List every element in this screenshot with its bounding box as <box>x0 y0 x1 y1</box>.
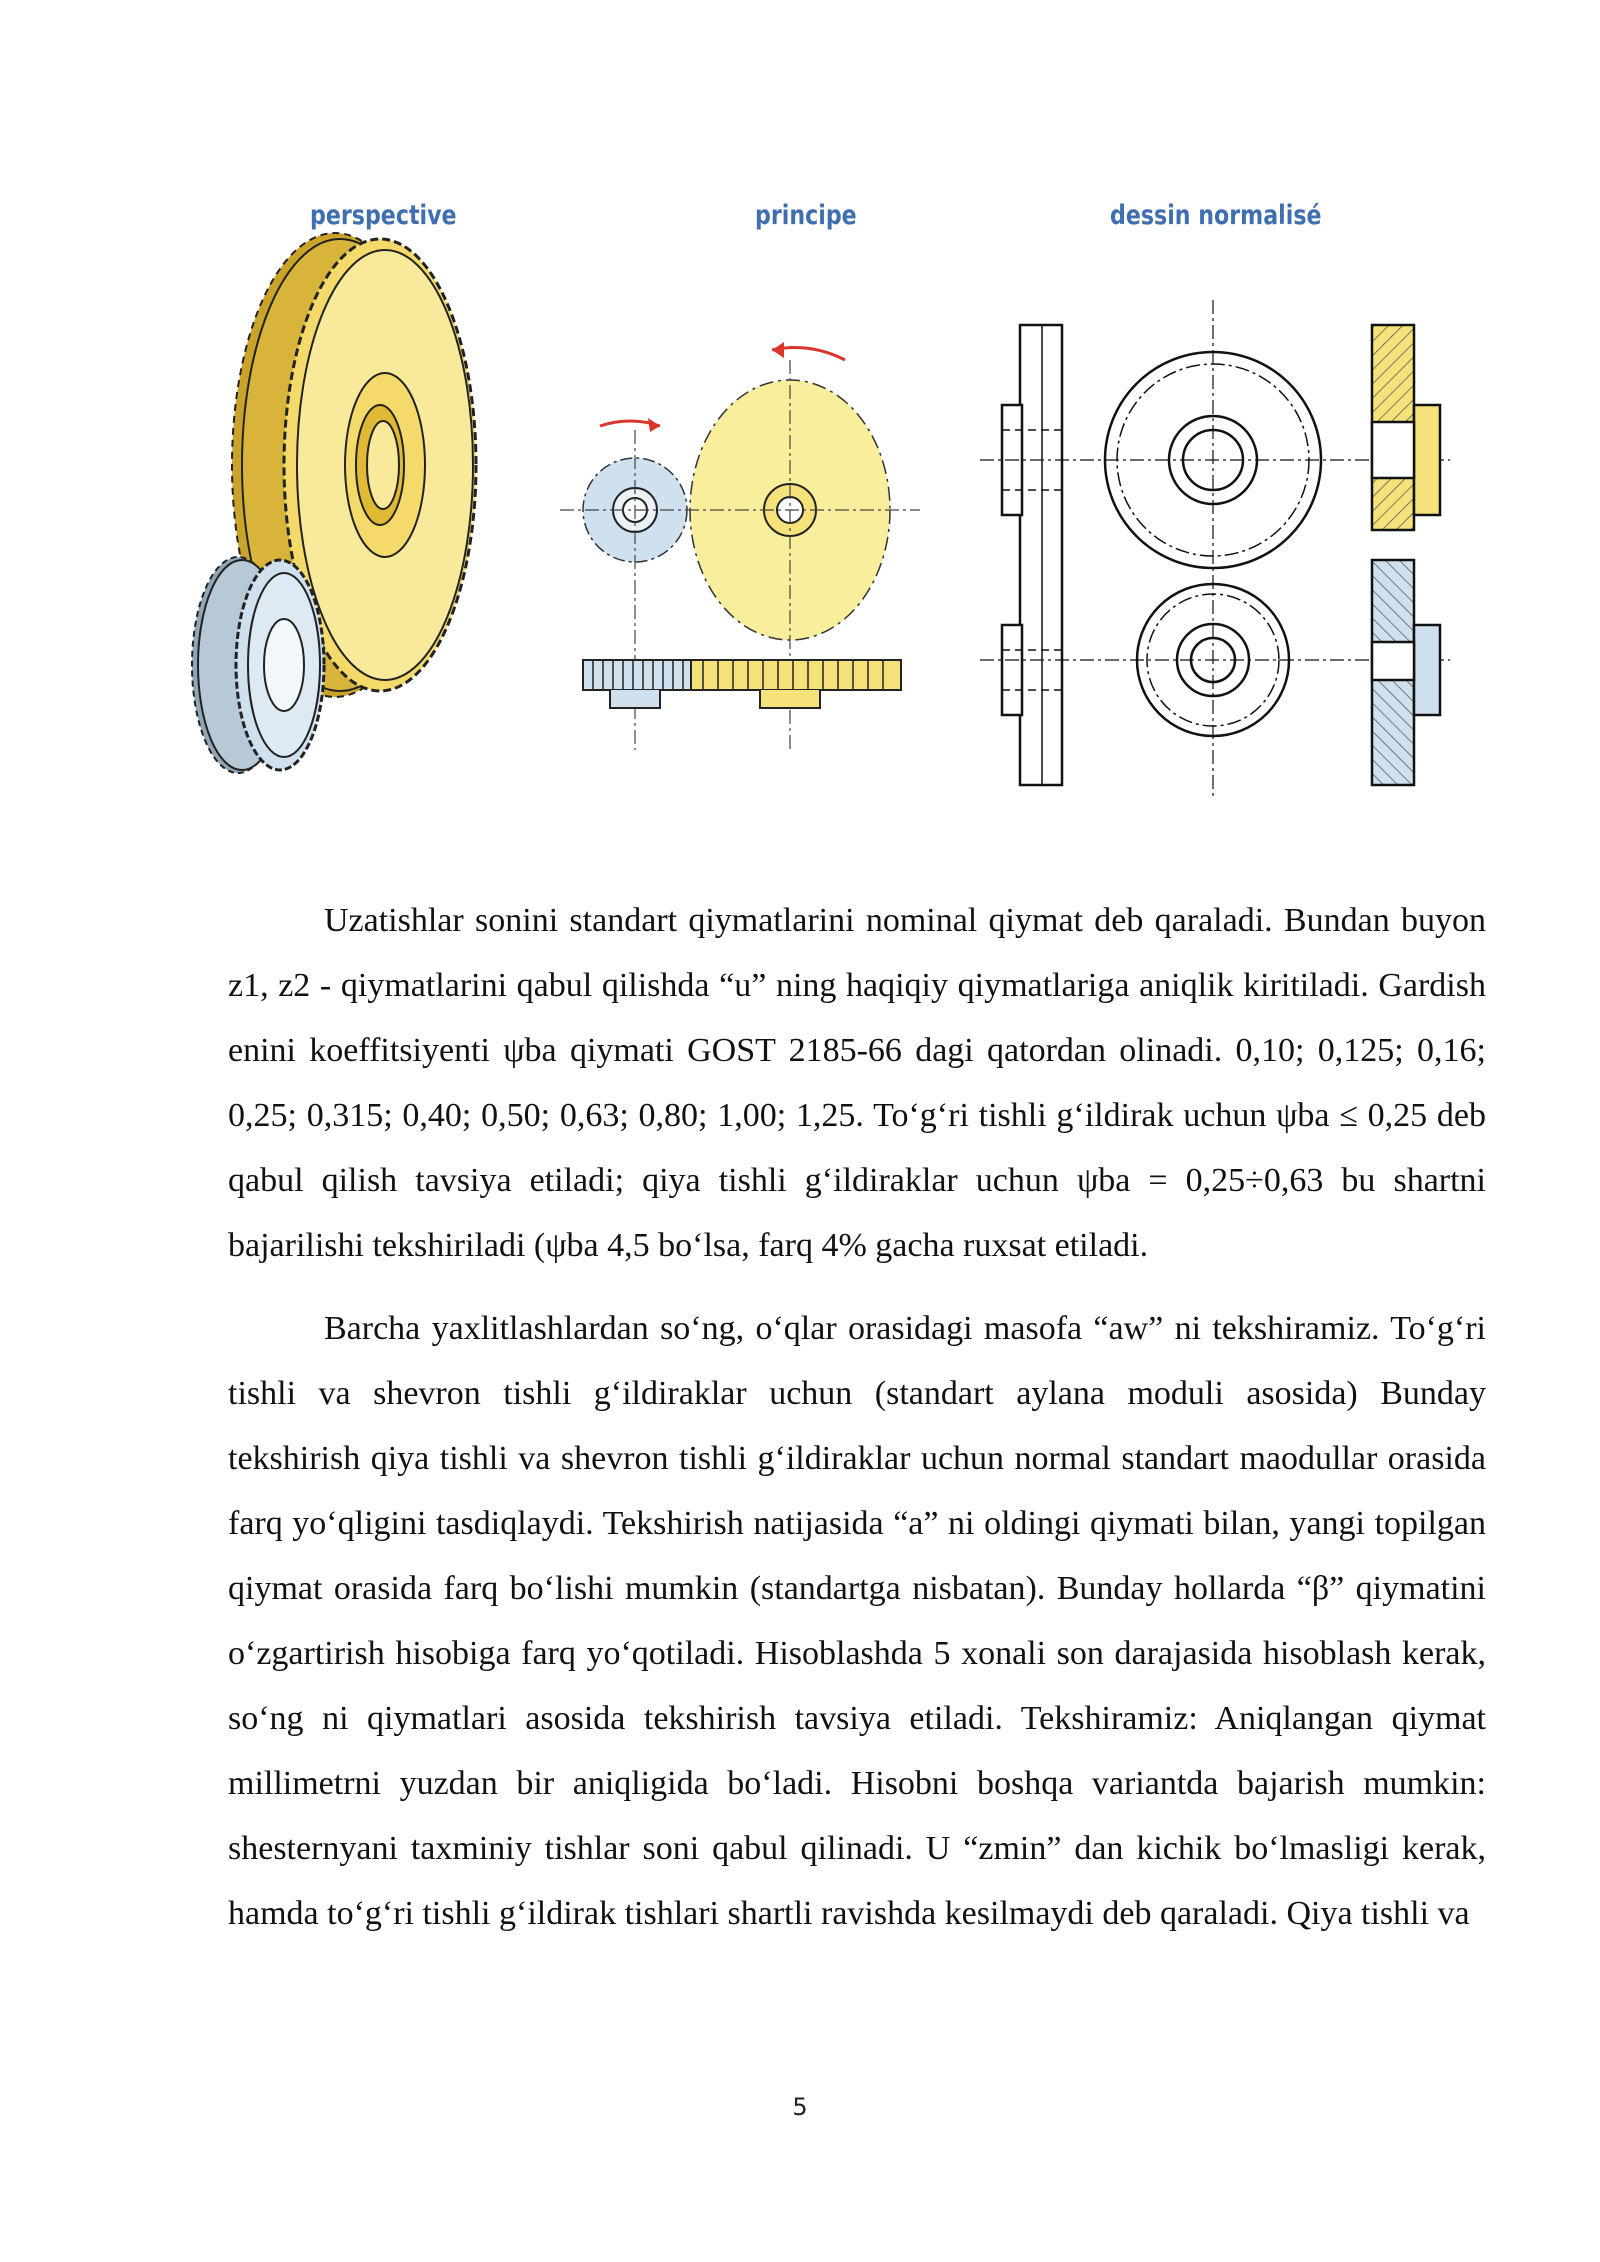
page-number: 5 <box>792 2093 808 2121</box>
label-dessin-normalise: dessin normalisé <box>1110 200 1322 231</box>
label-principe: principe <box>755 200 857 231</box>
paragraph-2: Barcha yaxlitlashlardan so‘ng, o‘qlar orasidagi masofa “aw” ni tekshiramiz. To‘g‘ri tishli va shevron tishli g‘ildiraklar uchun (standart aylana moduli asosida) Bunday tekshirish qiya tishli va shevron tishli g‘ildiraklar uchun normal standart maodullar orasida farq yo‘qligini tasdiqlaydi. Tekshirish natijasida “a” ni oldingi qiymati bilan, yangi topilgan qiymat orasida farq bo‘lishi mumkin (standartga nisbatan). Bunday hollarda “β” qiymatini o‘zgartirish hisobiga farq yo‘qotiladi. Hisoblashda 5 xonali son darajasida hisoblash kerak, so‘ng ni qiymatlari asosida tekshirish tavsiya etiladi. Tekshiramiz: Aniqlangan qiymat millimetrni yuzdan bir aniqligida bo‘ladi. Hisobni boshqa variantda bajarish mumkin: shesternyani taxminiy tishlar soni qabul qilinadi. U “zmin” dan kichik bo‘lmasligi kerak, hamda to‘g‘ri tishli g‘ildirak tishlari shartli ravishda kesilmaydi deb qaraladi. Qiya tishli va <box>228 1310 1486 1932</box>
gear-drawings <box>180 190 1450 810</box>
paragraph-1: Uzatishlar sonini standart qiymatlarini nominal qiymat deb qaraladi. Bundan buyon z1, z2 - qiymatlarini qabul qilishda “u” ning haqiqiy qiymatlariga aniqlik kiritiladi. Gardish enini koeffitsiyenti ψba qiymati GOST 2185-66 dagi qatordan olinadi. 0,10; 0,125; 0,16; 0,25; 0,315; 0,40; 0,50; 0,63; 0,80; 1,00; 1,25. To‘g‘ri tishli g‘ildirak uchun ψba ≤ 0,25 deb qabul qilish tavsiya etiladi; qiya tishli g‘ildiraklar uchun ψba = 0,25÷0,63 bu shartni bajarilishi tekshiriladi (ψba 4,5 bo‘lsa, farq 4% gacha ruxsat etiladi. <box>228 902 1486 1264</box>
principle-schematic <box>560 342 920 750</box>
gear-figure <box>180 190 1450 810</box>
label-perspective: perspective <box>310 200 457 231</box>
normalized-drawing <box>980 300 1450 800</box>
body-text <box>228 888 1486 1964</box>
perspective-gear-pair <box>192 233 476 773</box>
